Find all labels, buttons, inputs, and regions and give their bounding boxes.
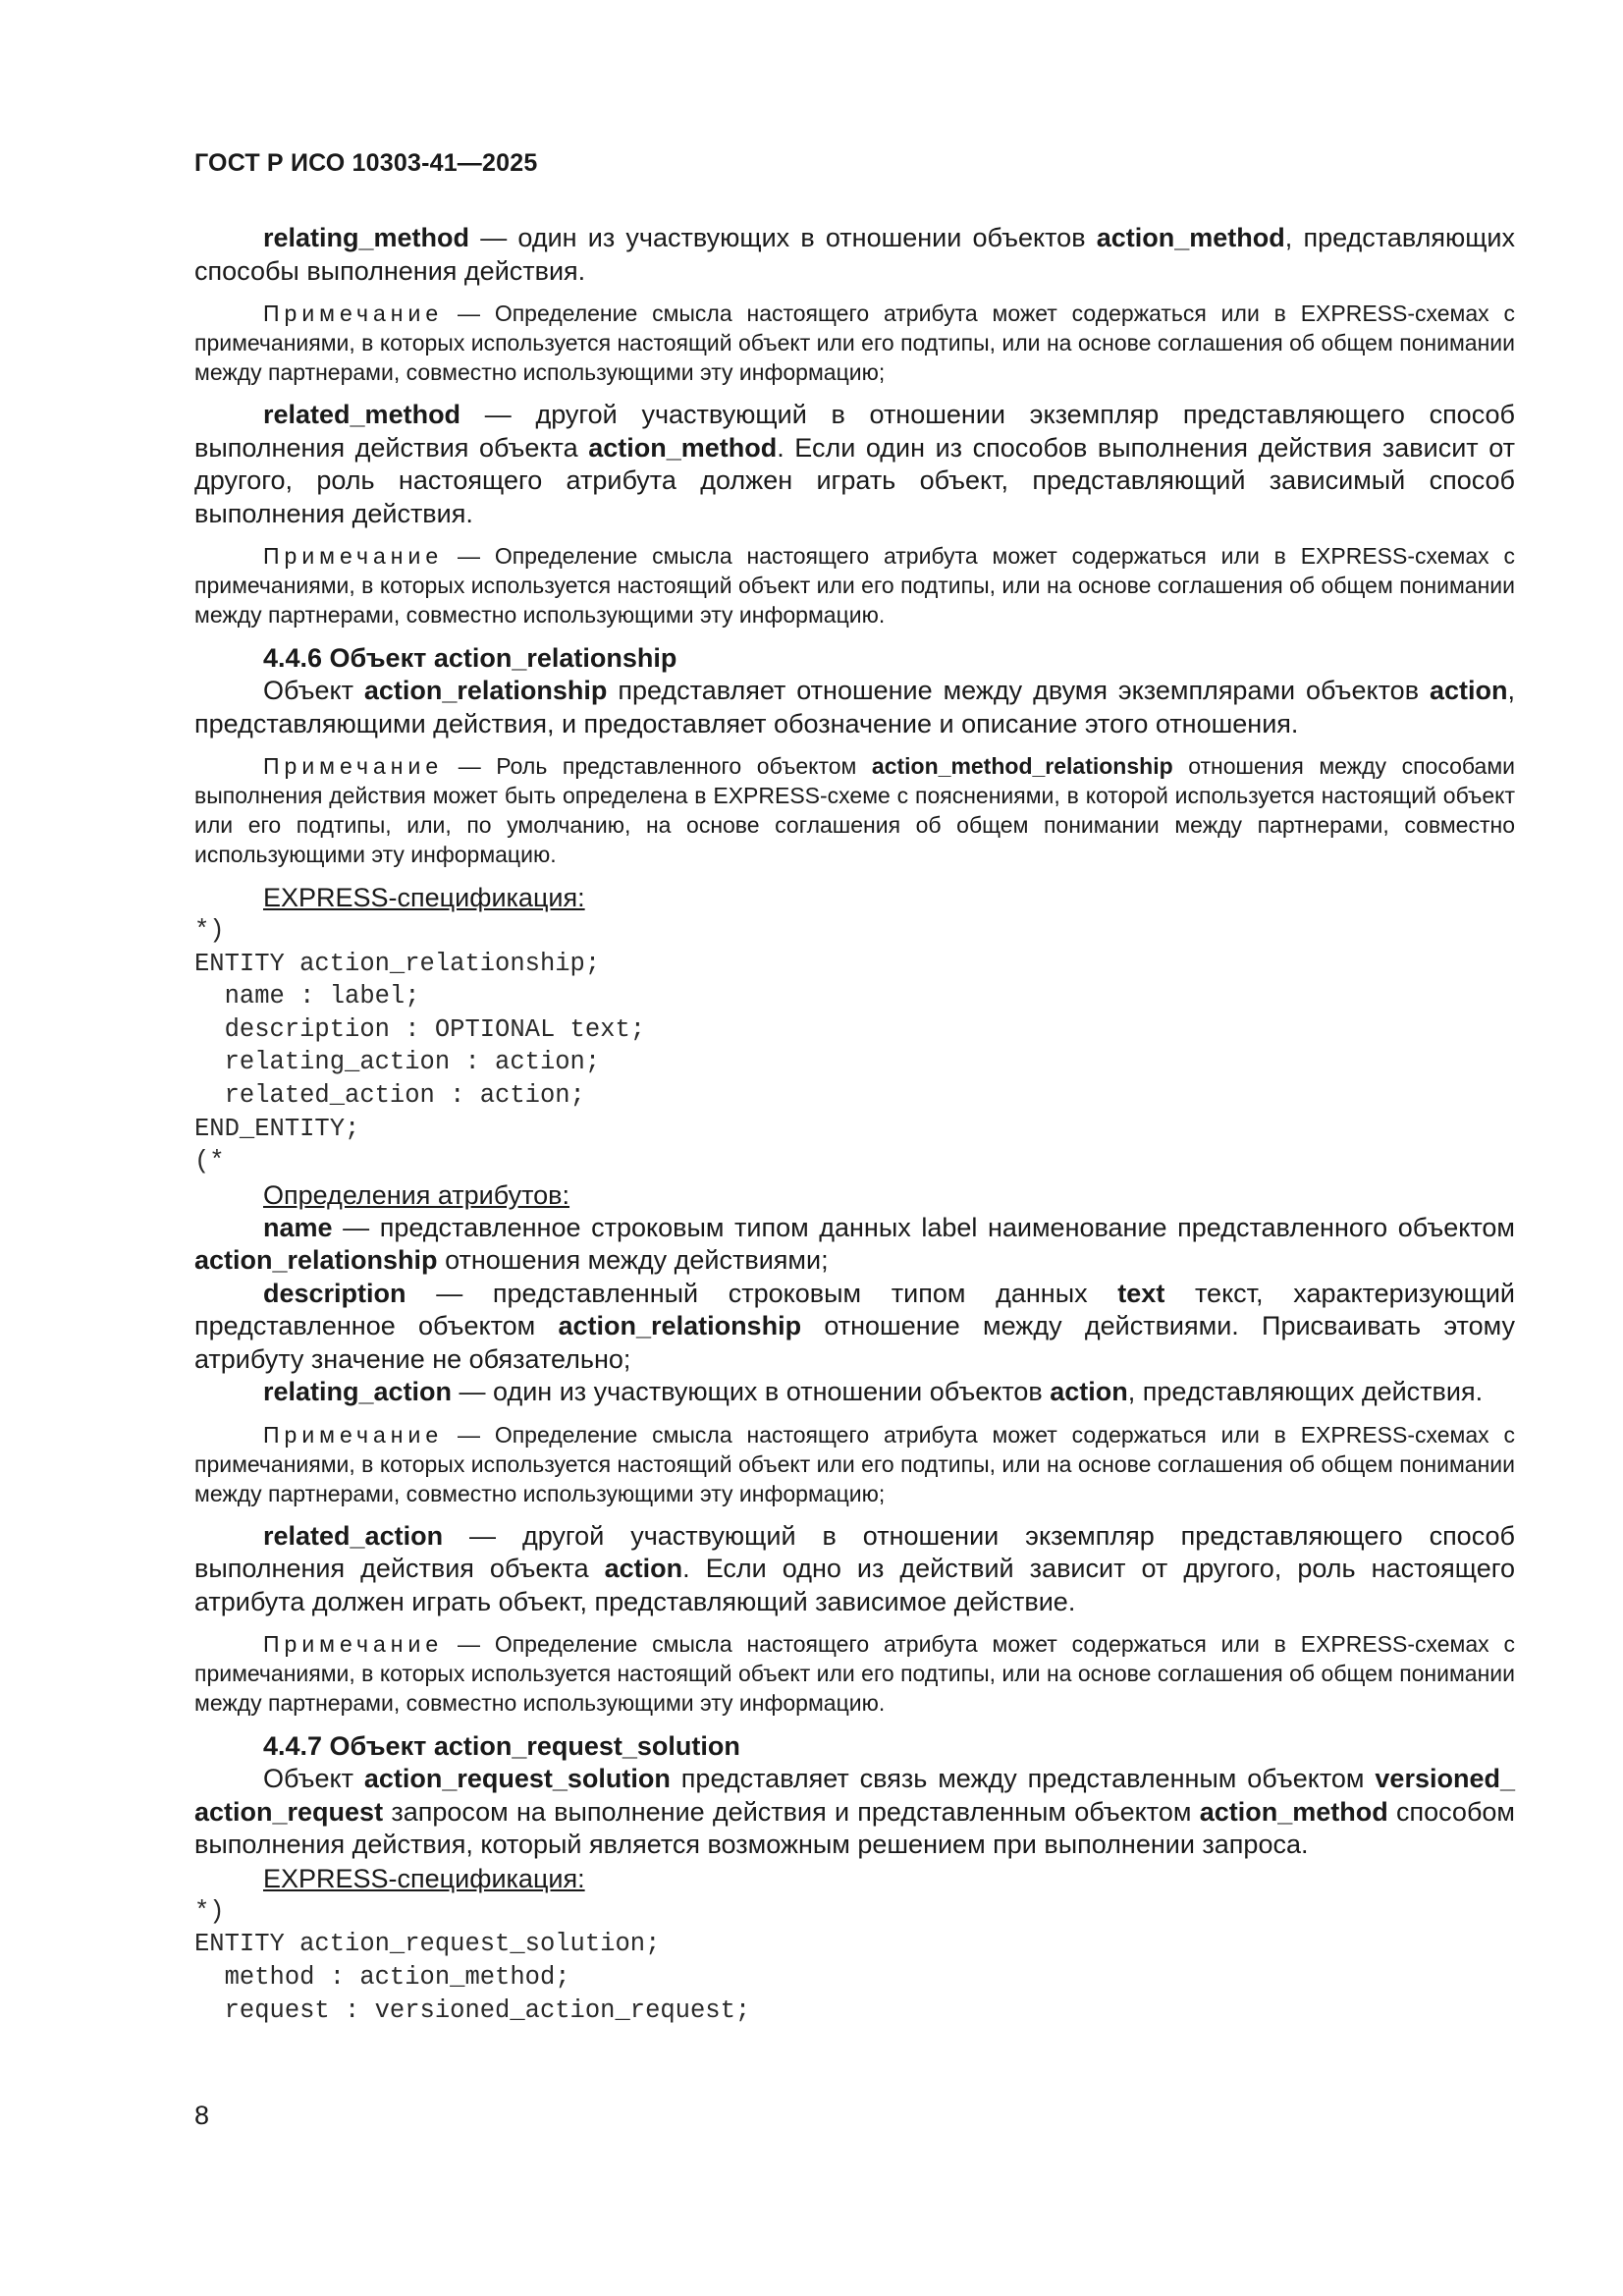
attr-related-method: related_method — другой участвующий в отношении экземпляр представляющего способ выполнения действия объекта action_method. Если один из способов выполнения действия зависит от другого, роль настоящего атрибута должен играть объект, представляющий зависимый способ выполнения действия. (194, 400, 1515, 528)
express-spec-label: EXPRESS-спецификация: (263, 1863, 585, 1893)
note-label: Примечание (263, 1421, 444, 1448)
section-heading-4-4-6: 4.4.6 Объект action_relationship (263, 643, 677, 673)
attr-name: name — представленное строковым типом данных label наименование представленного объектом action_relationship отношения между действиями; (194, 1212, 1515, 1276)
note-label: Примечание (263, 753, 444, 779)
express-code-block: *) ENTITY action_relationship; name : label; description : OPTIONAL text; relating_action : action; related_action : action; END_ENTITY; (* (194, 916, 646, 1176)
note: Примечание — Определение смысла настоящего атрибута может содержаться или в EXPRESS-схемах с примечаниями, в которых используется настоящий объект или его подтипы, или на основе соглашения об общем понимании между партнерами, совместно использующими эту информацию. (194, 1631, 1515, 1717)
attr-relating-method: relating_method — один из участвующих в отношении объектов action_method, представляющих способы выполнения действия. (194, 223, 1515, 286)
section-heading-4-4-7: 4.4.7 Объект action_request_solution (263, 1731, 740, 1762)
page-content (194, 222, 1515, 2027)
attr-description: description — представленный строковым типом данных text текст, характеризующий представленное объектом action_relationship отношение между действиями. Присваивать этому атрибуту значение не обязательно; (194, 1278, 1515, 1374)
section-description: Объект action_relationship представляет отношение между двумя экземплярами объектов action, представляющими действия, и предоставляет обозначение и описание этого отношения. (194, 676, 1515, 738)
attr-related-action: related_action — другой участвующий в отношении экземпляр представляющего способ выполнения действия объекта action. Если одно из действий зависит от другого, роль настоящего атрибута должен играть объект, представляющий зависимое действие. (194, 1520, 1515, 1616)
note: Примечание — Определение смысла настоящего атрибута может содержаться или в EXPRESS-схемах с примечаниями, в которых используется настоящий объект или его подтипы, или на основе соглашения об общем понимании между партнерами, совместно использующими эту информацию. (194, 543, 1515, 628)
note: Примечание — Определение смысла настоящего атрибута может содержаться или в EXPRESS-схемах с примечаниями, в которых используется настоящий объект или его подтипы, или на основе соглашения об общем понимании между партнерами, совместно использующими эту информацию; (194, 301, 1515, 385)
page-number: 8 (194, 2101, 210, 2130)
note-label: Примечание (263, 301, 444, 326)
note: Примечание — Роль представленного объектом action_method_relationship отношения между способами выполнения действия может быть определена в EXPRESS-схеме с пояснениями, в которой используется настоящий объект или его подтипы, или, по умолчанию, на основе соглашения об общем понимании между партнерами, совместно использующими эту информацию. (194, 753, 1515, 867)
note: Примечание — Определение смысла настоящего атрибута может содержаться или в EXPRESS-схемах с примечаниями, в которых используется настоящий объект или его подтипы, или на основе соглашения об общем понимании между партнерами, совместно использующими эту информацию; (194, 1421, 1515, 1506)
page-header: ГОСТ Р ИСО 10303-41—2025 (194, 149, 538, 177)
section-description: Объект action_request_solution представляет связь между представленным объектом versioned_ action_request запросом на выполнение действия и представленным объектом action_method способом выполнения действия, который является возможным решением при выполнении запроса. (194, 1764, 1515, 1860)
express-spec-label: EXPRESS-спецификация: (263, 883, 585, 912)
attr-relating-action: relating_action — один из участвующих в отношении объектов action, представляющих действия. (263, 1377, 1484, 1407)
express-code-block: *) ENTITY action_request_solution; method : action_method; request : versioned_action_request; (194, 1896, 751, 2025)
note-label: Примечание (263, 1631, 444, 1658)
attribute-definitions-label: Определения атрибутов: (263, 1179, 570, 1210)
note-label: Примечание (263, 543, 444, 569)
